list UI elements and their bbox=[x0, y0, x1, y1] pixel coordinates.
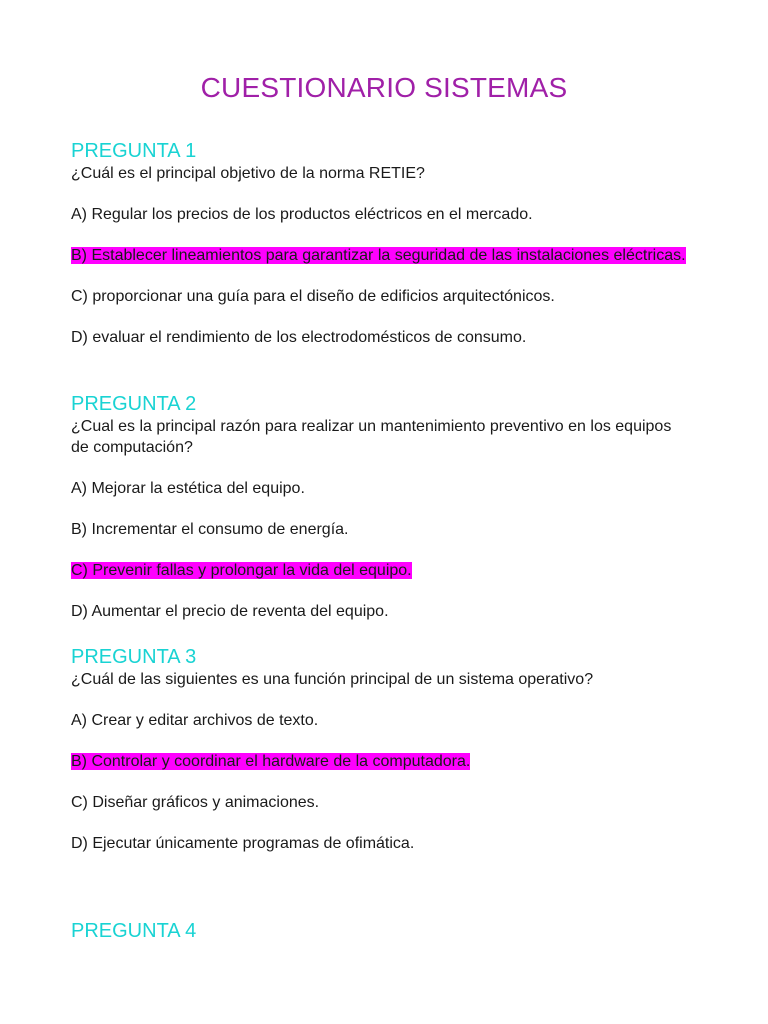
question-heading: PREGUNTA 1 bbox=[71, 140, 197, 162]
question-text: ¿Cuál de las siguientes es una función principal de un sistema operativo? bbox=[71, 671, 594, 688]
answer-option-a bbox=[71, 204, 691, 225]
option-text: C) Diseñar gráficos y animaciones. bbox=[71, 794, 320, 811]
answer-option-c-correct bbox=[71, 560, 691, 581]
question-3 bbox=[71, 645, 691, 854]
option-text: D) Ejecutar únicamente programas de ofimática. bbox=[71, 835, 415, 852]
option-text: B) Incrementar el consumo de energía. bbox=[71, 521, 349, 538]
option-text: D) evaluar el rendimiento de los electrodomésticos de consumo. bbox=[71, 329, 527, 346]
option-text: A) Crear y editar archivos de texto. bbox=[71, 712, 319, 729]
answer-option-d bbox=[71, 601, 691, 622]
answer-option-d bbox=[71, 833, 691, 854]
document-title: CUESTIONARIO SISTEMAS bbox=[200, 72, 568, 103]
question-4 bbox=[71, 919, 691, 943]
answer-option-b bbox=[71, 519, 691, 540]
answer-option-c bbox=[71, 792, 691, 813]
answer-option-c bbox=[71, 286, 691, 307]
answer-option-a bbox=[71, 478, 691, 499]
question-2 bbox=[71, 392, 691, 622]
highlighted-option-text: B) Establecer lineamientos para garantizar la seguridad de las instalaciones eléctricas. bbox=[71, 247, 686, 264]
option-text: C) proporcionar una guía para el diseño de edificios arquitectónicos. bbox=[71, 288, 555, 305]
question-text: ¿Cual es la principal razón para realizar un mantenimiento preventivo en los equipos de computación? bbox=[71, 418, 672, 456]
option-text: A) Regular los precios de los productos eléctricos en el mercado. bbox=[71, 206, 533, 223]
highlighted-option-text: B) Controlar y coordinar el hardware de la computadora. bbox=[71, 753, 471, 770]
question-heading: PREGUNTA 4 bbox=[71, 920, 197, 942]
answer-option-a bbox=[71, 710, 691, 731]
question-text: ¿Cuál es el principal objetivo de la norma RETIE? bbox=[71, 165, 425, 182]
option-text: D) Aumentar el precio de reventa del equipo. bbox=[71, 603, 389, 620]
question-heading: PREGUNTA 2 bbox=[71, 393, 197, 415]
question-1 bbox=[71, 139, 691, 348]
answer-option-d bbox=[71, 327, 691, 348]
answer-option-b-correct bbox=[71, 245, 691, 266]
answer-option-b-correct bbox=[71, 751, 691, 772]
question-heading: PREGUNTA 3 bbox=[71, 646, 197, 668]
highlighted-option-text: C) Prevenir fallas y prolongar la vida del equipo. bbox=[71, 562, 412, 579]
option-text: A) Mejorar la estética del equipo. bbox=[71, 480, 305, 497]
